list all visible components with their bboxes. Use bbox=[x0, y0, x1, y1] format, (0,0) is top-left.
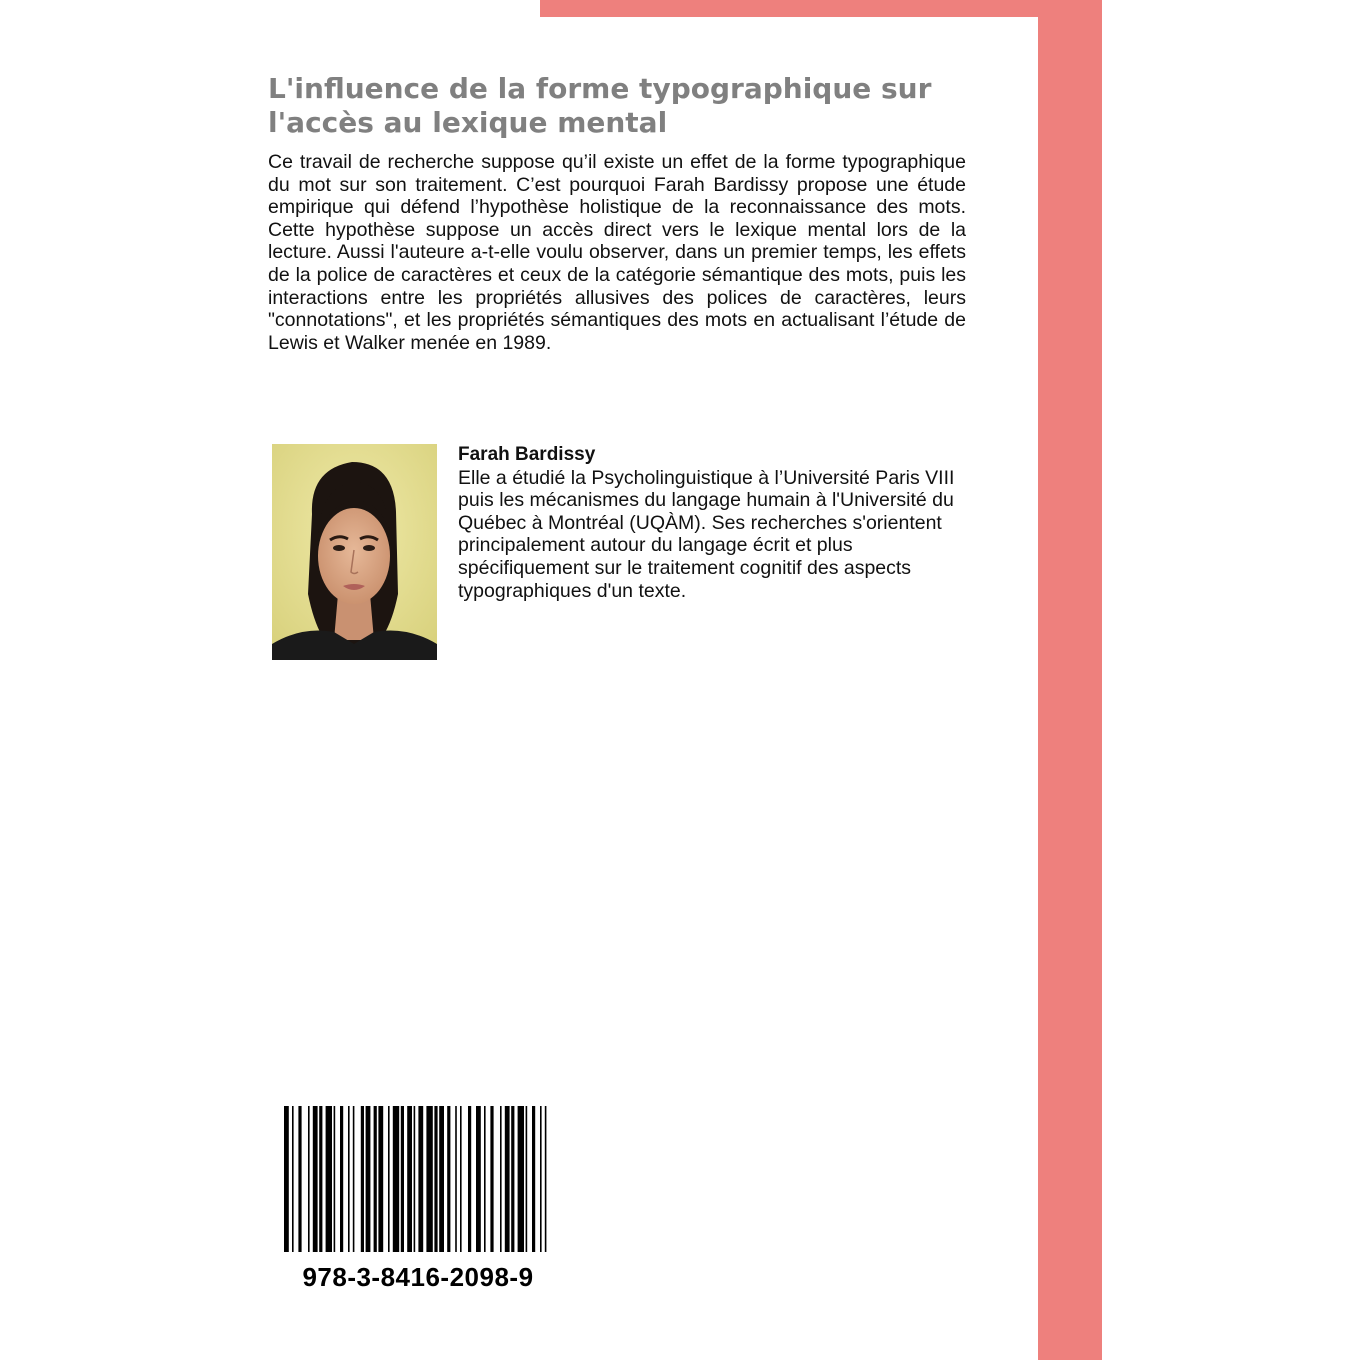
barcode-bar bbox=[348, 1106, 350, 1252]
barcode-bar bbox=[545, 1106, 547, 1252]
author-bio: Elle a étudié la Psycholinguistique à l’Université Paris VIII puis les mécanismes du langage humain à l'Université du Québec à Montréal (UQÀM). Ses recherches s'orientent principalement autour du langage écrit et plus spécifiquement sur le traitement cognitif des aspects typographiques d'un texte. bbox=[458, 466, 955, 602]
book-title: L'influence de la forme typographique sur l'accès au lexique mental bbox=[268, 72, 932, 139]
barcode-bar bbox=[319, 1106, 322, 1252]
author-portrait-icon bbox=[272, 444, 437, 660]
barcode-bar bbox=[500, 1106, 502, 1252]
barcode-bar bbox=[434, 1106, 437, 1252]
isbn-number: 978-3-8416-2098-9 bbox=[302, 1262, 534, 1292]
barcode-bar bbox=[418, 1106, 423, 1252]
barcode-bar bbox=[326, 1106, 332, 1252]
barcode-bar bbox=[366, 1106, 371, 1252]
barcode-bar bbox=[490, 1106, 493, 1252]
barcode-bar bbox=[308, 1106, 310, 1252]
barcode-bar bbox=[426, 1106, 432, 1252]
barcode-bar bbox=[361, 1106, 364, 1252]
barcode-bar bbox=[407, 1106, 412, 1252]
barcode-bar bbox=[484, 1106, 486, 1252]
top-accent-bar bbox=[540, 0, 1102, 17]
barcode-bar bbox=[455, 1106, 457, 1252]
barcode-bar bbox=[505, 1106, 510, 1252]
barcode-bar bbox=[526, 1106, 528, 1252]
book-blurb: Ce travail de recherche suppose qu’il existe un effet de la forme typographique du mot sur son traitement. C’est pourquoi Farah Bardissy propose une étude empirique qui défend l’hypothèse holistique de la reconnaissance des mots. Cette hypothèse suppose un accès direct vers le lexique mental lors de la lecture. Aussi l'auteure a-t-elle voulu observer, dans un premier temps, les effets de la police de caractères et ceux de la catégorie sémantique des mots, puis les interactions entre les propriétés allusives des polices de caractères, leurs "connotations", et les propriétés sémantiques des mots en actualisant l’étude de Lewis et Walker menée en 1989. bbox=[268, 151, 966, 354]
barcode-bar bbox=[468, 1106, 471, 1252]
barcode-bar bbox=[447, 1106, 450, 1252]
barcode-bar bbox=[284, 1106, 289, 1252]
barcode-bar bbox=[540, 1106, 542, 1252]
barcode-bar bbox=[401, 1106, 404, 1252]
barcode-bar bbox=[374, 1106, 377, 1252]
barcode-bar bbox=[313, 1106, 318, 1252]
barcode-bar bbox=[298, 1106, 301, 1252]
barcode-bar bbox=[340, 1106, 343, 1252]
barcode-bar bbox=[511, 1106, 514, 1252]
barcode-bar bbox=[292, 1106, 294, 1252]
barcode-bar bbox=[388, 1106, 390, 1252]
barcode-bar bbox=[414, 1106, 416, 1252]
barcode-bar bbox=[353, 1106, 355, 1252]
barcode-bar bbox=[518, 1106, 524, 1252]
barcode-bar bbox=[334, 1106, 336, 1252]
barcode-bar bbox=[460, 1106, 462, 1252]
barcode-bar bbox=[476, 1106, 481, 1252]
barcode-bar bbox=[378, 1106, 383, 1252]
barcode-bar bbox=[393, 1106, 399, 1252]
barcode-icon bbox=[282, 1106, 554, 1252]
barcode-bar bbox=[439, 1106, 444, 1252]
barcode-bar bbox=[532, 1106, 535, 1252]
author-section bbox=[458, 444, 978, 602]
author-name: Farah Bardissy bbox=[458, 444, 596, 465]
author-photo bbox=[272, 444, 437, 660]
spine-accent-band bbox=[1038, 17, 1102, 1360]
